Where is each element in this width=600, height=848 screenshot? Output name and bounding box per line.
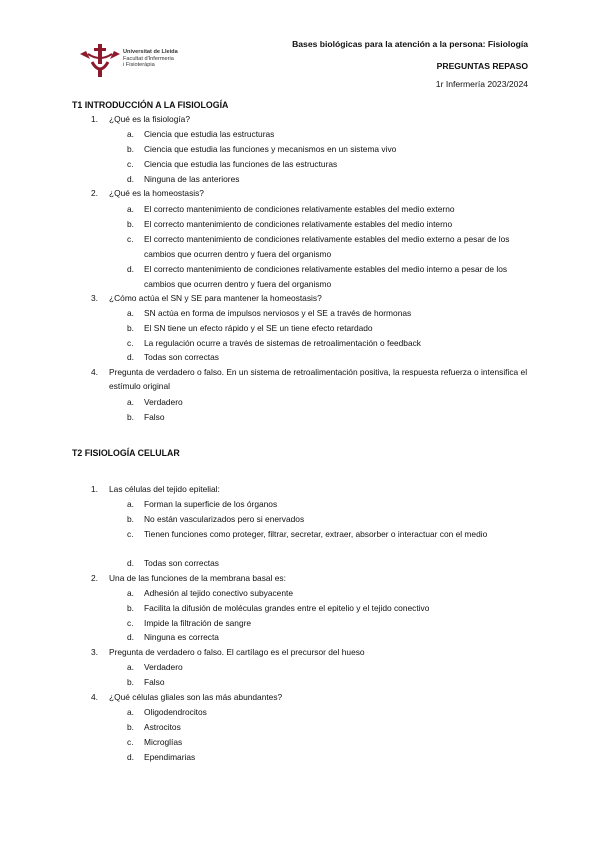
option-letter: b. <box>127 412 134 422</box>
option-text: Ninguna de las anteriores <box>144 174 240 184</box>
option-text: Todas son correctas <box>144 558 219 568</box>
option-letter: b. <box>127 603 134 613</box>
option-text: Todas son correctas <box>144 352 219 362</box>
option-letter: b. <box>127 144 134 154</box>
option-letter: a. <box>127 662 134 672</box>
question-text: Pregunta de verdadero o falso. El cartílago es el precursor del hueso <box>109 647 365 657</box>
option-text: Verdadero <box>144 397 183 407</box>
option-letter: c. <box>127 737 134 747</box>
option-text: El correcto mantenimiento de condiciones relativamente estables del medio interno <box>144 219 453 229</box>
option-letter: c. <box>127 234 134 244</box>
question-text: Las células del tejido epitelial: <box>109 484 220 494</box>
question-text: ¿Qué es la fisiología? <box>109 114 191 124</box>
option-letter: c. <box>127 159 134 169</box>
option-text: Ciencia que estudia las estructuras <box>144 129 275 139</box>
option-text: La regulación ocurre a través de sistemas de retroalimentación o feedback <box>144 338 421 348</box>
option-text: SN actúa en forma de impulsos nerviosos y el SE a través de hormonas <box>144 308 412 318</box>
section-title: T1 INTRODUCCIÓN A LA FISIOLOGÍA <box>72 100 229 110</box>
option-text: El SN tiene un efecto rápido y el SE un tiene efecto retardado <box>144 323 373 333</box>
option-text: No están vascularizados pero si enervados <box>144 514 305 524</box>
option-letter: b. <box>127 514 134 524</box>
option-letter: a. <box>127 204 134 214</box>
option-text: Impide la filtración de sangre <box>144 618 252 628</box>
option-text: Falso <box>144 677 165 687</box>
option-text: El correcto mantenimiento de condiciones relativamente estables del medio externo <box>144 204 455 214</box>
question-number: 1. <box>91 114 98 124</box>
option-text: Forman la superficie de los órganos <box>144 499 278 509</box>
option-text: Ninguna es correcta <box>144 632 219 642</box>
institution-line-2: Facultat d'Infermeria <box>123 55 174 62</box>
question-number: 3. <box>91 293 98 303</box>
option-letter: d. <box>127 174 134 184</box>
option-letter: b. <box>127 722 134 732</box>
option-letter: a. <box>127 588 134 598</box>
option-text: Ciencia que estudia las funciones y mecanismos en un sistema vivo <box>144 144 397 154</box>
option-letter: d. <box>127 558 134 568</box>
question-number: 3. <box>91 647 98 657</box>
option-letter: c. <box>127 338 134 348</box>
option-text: El correcto mantenimiento de condiciones relativamente estables del medio externo a pesar de los cambios que ocurren dentro y fuera del organismo <box>144 234 510 259</box>
option-letter: a. <box>127 707 134 717</box>
option-text: Falso <box>144 412 165 422</box>
option-text: Ependimarias <box>144 752 196 762</box>
university-logo <box>78 42 188 82</box>
option-letter: d. <box>127 632 134 642</box>
option-letter: c. <box>127 529 134 539</box>
option-text: Astrocitos <box>144 722 181 732</box>
option-text: Facilita la difusión de moléculas grandes entre el epitelio y el tejido conectivo <box>144 603 430 613</box>
option-letter: a. <box>127 308 134 318</box>
option-letter: a. <box>127 129 134 139</box>
option-letter: b. <box>127 323 134 333</box>
option-text: Verdadero <box>144 662 183 672</box>
option-letter: a. <box>127 499 134 509</box>
question-number: 4. <box>91 367 98 377</box>
option-letter: b. <box>127 219 134 229</box>
institution-name <box>123 49 178 69</box>
option-text: Oligodendrocitos <box>144 707 207 717</box>
question-number: 2. <box>91 188 98 198</box>
question-text: ¿Qué células gliales son las más abundantes? <box>109 692 283 702</box>
option-text: Microglías <box>144 737 183 747</box>
question-text: Una de las funciones de la membrana basal es: <box>109 573 286 583</box>
question-number: 1. <box>91 484 98 494</box>
document-title: PREGUNTAS REPASO <box>436 61 528 71</box>
question-text: ¿Cómo actúa el SN y SE para mantener la homeostasis? <box>109 293 322 303</box>
subject-title: Bases biológicas para la atención a la persona: Fisiología <box>292 39 528 49</box>
option-text: El correcto mantenimiento de condiciones relativamente estables del medio interno a pesar de los cambios que ocurren dentro y fuera del organismo <box>144 264 508 289</box>
question-number: 4. <box>91 692 98 702</box>
question-text: ¿Qué es la homeostasis? <box>109 188 204 198</box>
option-letter: d. <box>127 352 134 362</box>
institution-line-3: i Fisioteràpia <box>123 62 155 69</box>
question-number: 2. <box>91 573 98 583</box>
option-text: Adhesión al tejido conectivo subyacente <box>144 588 293 598</box>
option-letter: a. <box>127 397 134 407</box>
institution-line-1: Universitat de Lleida <box>123 49 178 55</box>
university-crest-icon <box>78 42 122 80</box>
section-title: T2 FISIOLOGÍA CELULAR <box>72 448 180 458</box>
option-letter: d. <box>127 752 134 762</box>
option-text: Ciencia que estudia las funciones de las estructuras <box>144 159 338 169</box>
course-label: 1r Infermería 2023/2024 <box>435 79 528 89</box>
option-letter: d. <box>127 264 134 274</box>
option-text: Tienen funciones como proteger, filtrar, secretar, extraer, absorber o interactuar con el medio <box>144 529 488 539</box>
option-letter: b. <box>127 677 134 687</box>
option-letter: c. <box>127 618 134 628</box>
question-text: Pregunta de verdadero o falso. En un sistema de retroalimentación positiva, la respuesta refuerza o intensifica el estímulo original <box>109 367 528 391</box>
